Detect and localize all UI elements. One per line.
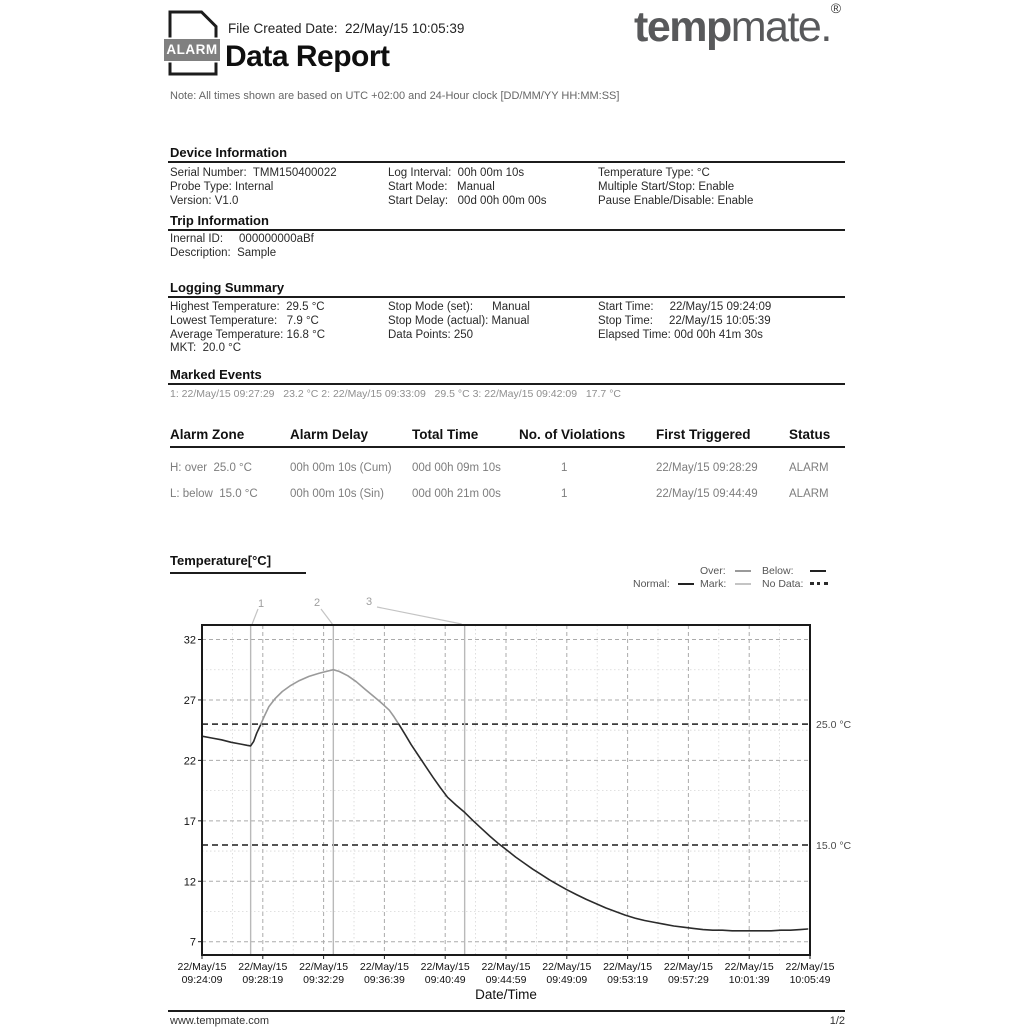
rule-device-information (168, 161, 845, 163)
column-header: Total Time (412, 427, 479, 442)
alarm-badge: ALARM (164, 39, 220, 61)
device-info-col2 (388, 167, 547, 208)
page-title: Data Report (225, 40, 390, 73)
x-tick-time: 10:05:49 (789, 974, 831, 986)
trip-info-lines (170, 233, 314, 261)
alarm-table-cell: ALARM (789, 488, 829, 500)
alarm-table-cell: ALARM (789, 462, 829, 474)
over-line-swatch (735, 570, 751, 572)
logging-summary-col2 (388, 301, 530, 342)
legend-label: Normal: (633, 578, 670, 590)
y-tick-label: 7 (189, 936, 196, 949)
timezone-note: Note: All times shown are based on UTC +02:00 and 24-Hour clock [DD/MM/YY HH:MM:SS] (170, 90, 620, 102)
alarm-table-body (170, 448, 847, 500)
legend-label: Mark: (700, 578, 727, 590)
rule-trip-information (168, 229, 845, 231)
section-title-logging-summary: Logging Summary (170, 280, 285, 295)
normal-line-swatch (678, 583, 694, 585)
section-title-marked-events: Marked Events (170, 367, 262, 382)
column-header: Alarm Delay (290, 427, 369, 442)
info-line: Stop Mode (actual): Manual (388, 314, 530, 327)
info-line: Pause Enable/Disable: Enable (598, 194, 754, 207)
marker-number: 2 (313, 597, 321, 609)
temperature-chart (0, 590, 1029, 1005)
registered-mark: ® (830, 0, 842, 16)
alarm-table-cell: 1 (561, 488, 568, 500)
info-line: MKT: 20.0 °C (170, 342, 242, 355)
section-title-trip-information: Trip Information (170, 213, 269, 228)
file-created-date: File Created Date: 22/May/15 10:05:39 (228, 21, 465, 36)
x-tick-date: 22/May/15 (785, 961, 835, 973)
x-axis-title: Date/Time (475, 987, 537, 1002)
info-line: Description: Sample (170, 246, 277, 259)
logging-summary-col3 (598, 301, 771, 342)
alarm-table-cell: 00d 00h 09m 10s (412, 462, 501, 474)
chart-title: Temperature[°C] (170, 553, 306, 574)
below-line-swatch (810, 570, 826, 572)
legend-item-below (762, 565, 826, 578)
x-tick-date: 22/May/15 (481, 961, 531, 973)
x-tick-time: 09:49:09 (546, 974, 588, 986)
x-tick-date: 22/May/15 (420, 961, 470, 973)
x-tick-date: 22/May/15 (177, 961, 227, 973)
info-line: Start Delay: 00d 00h 00m 00s (388, 194, 547, 207)
logo-rest-part: mate. (730, 3, 831, 51)
x-tick-date: 22/May/15 (299, 961, 349, 973)
rule-marked-events (168, 383, 845, 385)
x-tick-time: 09:53:19 (607, 974, 649, 986)
info-line: Stop Mode (set): Manual (388, 301, 530, 313)
logging-summary-col1 (170, 301, 325, 356)
alarm-table-header-row (170, 427, 847, 442)
y-tick-label: 27 (183, 694, 196, 707)
x-tick-time: 10:01:39 (728, 974, 770, 986)
marked-events-line: 1: 22/May/15 09:27:29 23.2 °C 2: 22/May/15 09:33:09 29.5 °C 3: 22/May/15 09:42:09 17.7 °C (170, 388, 621, 400)
x-tick-time: 09:57:29 (667, 974, 709, 986)
x-tick-time: 09:32:29 (303, 974, 345, 986)
info-line: Start Mode: Manual (388, 180, 495, 193)
page-number: 1/2 (829, 1015, 845, 1027)
info-line: Stop Time: 22/May/15 10:05:39 (598, 314, 771, 327)
info-line: Data Points: 250 (388, 328, 474, 341)
alarm-table-cell: 00d 00h 21m 00s (412, 488, 501, 500)
device-info-col1 (170, 167, 337, 208)
alarm-table-cell: H: over 25.0 °C (170, 462, 252, 474)
marker-number: 1 (257, 598, 265, 610)
info-line: Lowest Temperature: 7.9 °C (170, 314, 319, 327)
alarm-table-cell: L: below 15.0 °C (170, 488, 258, 500)
temperature-series-segment (261, 670, 399, 724)
legend-item-over (700, 565, 751, 578)
x-tick-date: 22/May/15 (663, 961, 713, 973)
temperature-series-segment (202, 724, 261, 746)
column-header: No. of Violations (519, 427, 626, 442)
info-line: Highest Temperature: 29.5 °C (170, 301, 325, 313)
info-line: Elapsed Time: 00d 00h 41m 30s (598, 328, 763, 341)
alarm-table-cell: 00h 00m 10s (Cum) (290, 462, 392, 474)
column-header: First Triggered (656, 427, 751, 442)
alarm-table-cell: 1 (561, 462, 568, 474)
info-line: Version: V1.0 (170, 194, 239, 207)
temperature-series-segment (399, 724, 808, 931)
column-header: Alarm Zone (170, 427, 245, 442)
y-tick-label: 22 (183, 755, 196, 768)
info-line: Serial Number: TMM150400022 (170, 167, 337, 179)
no-data-line-swatch (810, 582, 828, 585)
marker-number: 3 (365, 596, 373, 608)
x-tick-time: 09:24:09 (181, 974, 223, 986)
x-tick-time: 09:40:49 (424, 974, 466, 986)
tempmate-logo (634, 0, 841, 52)
y-tick-label: 32 (183, 634, 196, 647)
info-line: Log Interval: 00h 00m 10s (388, 167, 525, 179)
column-header: Status (789, 427, 831, 442)
alarm-table (170, 427, 847, 500)
x-tick-time: 09:28:19 (242, 974, 284, 986)
alarm-table-row (170, 448, 847, 474)
footer-url: www.tempmate.com (170, 1015, 270, 1027)
info-line: Multiple Start/Stop: Enable (598, 180, 735, 193)
x-tick-date: 22/May/15 (724, 961, 774, 973)
device-info-col3 (598, 167, 753, 208)
threshold-label-below: 15.0 °C (816, 840, 852, 852)
x-tick-date: 22/May/15 (238, 961, 288, 973)
x-tick-time: 09:36:39 (363, 974, 405, 986)
info-line: Probe Type: Internal (170, 180, 274, 193)
alarm-table-cell: 22/May/15 09:44:49 (656, 488, 758, 500)
y-tick-label: 12 (183, 876, 196, 889)
x-tick-date: 22/May/15 (603, 961, 653, 973)
logo-bold-part: temp (634, 3, 731, 51)
footer-rule (168, 1010, 845, 1012)
info-line: Average Temperature: 16.8 °C (170, 328, 326, 341)
x-tick-date: 22/May/15 (542, 961, 592, 973)
marker-callout-line (321, 609, 332, 624)
marker-callout-line (377, 607, 462, 624)
legend-label: Over: (700, 565, 726, 577)
rule-logging-summary (168, 296, 845, 298)
info-line: Temperature Type: °C (598, 167, 710, 179)
section-title-device-information: Device Information (170, 145, 288, 160)
x-tick-date: 22/May/15 (359, 961, 409, 973)
alarm-table-cell: 22/May/15 09:28:29 (656, 462, 758, 474)
y-tick-label: 17 (183, 815, 196, 828)
mark-line-swatch (735, 583, 751, 585)
legend-label: Below: (762, 565, 794, 577)
alarm-table-row (170, 474, 847, 500)
threshold-label-over: 25.0 °C (816, 719, 852, 732)
legend-label: No Data: (762, 578, 804, 590)
marker-callout-line (252, 609, 258, 624)
alarm-table-cell: 00h 00m 10s (Sin) (290, 488, 384, 500)
info-line: Start Time: 22/May/15 09:24:09 (598, 301, 772, 313)
info-line: Inernal ID: 000000000aBf (170, 233, 314, 245)
x-tick-time: 09:44:59 (485, 974, 527, 986)
